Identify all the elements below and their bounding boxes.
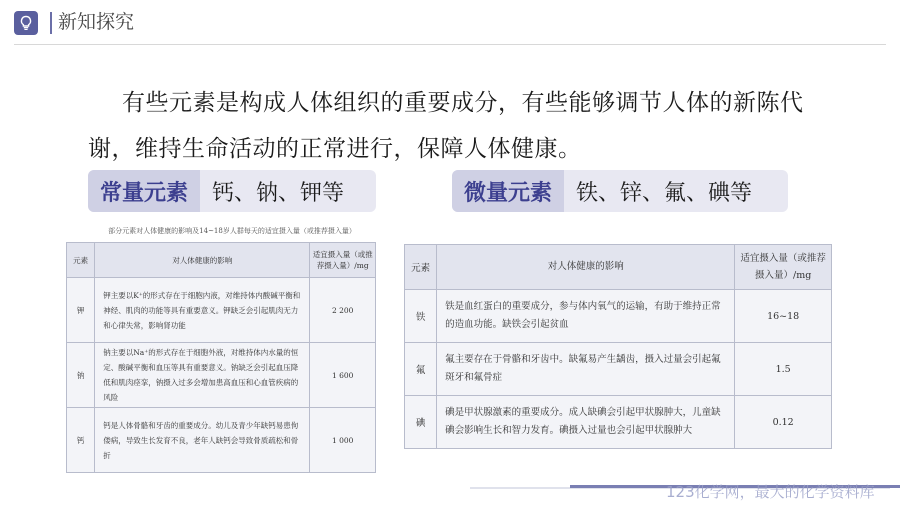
element-cell: 钙 <box>67 408 95 473</box>
table-header-row <box>67 243 376 278</box>
header-amount: 适宜摄入量（或推荐摄入量）/mg <box>735 245 832 290</box>
table-row <box>67 343 376 408</box>
table-header-row <box>405 245 832 290</box>
amount-cell: 2 200 <box>310 278 376 343</box>
effect-cell: 氟主要存在于骨骼和牙齿中。缺氟易产生龋齿，摄入过量会引起氟斑牙和氟骨症 <box>437 343 735 396</box>
effect-cell: 钠主要以Na⁺的形式存在于细胞外液，对维持体内水量的恒定、酸碱平衡和血压等具有重要意义。钠缺乏会引起血压降低和肌肉痉挛，钠摄入过多会增加患高血压和心血管疾病的风险 <box>95 343 310 408</box>
header-element: 元素 <box>405 245 437 290</box>
header-rule <box>14 44 886 45</box>
element-cell: 钠 <box>67 343 95 408</box>
effect-cell: 钾主要以K⁺的形式存在于细胞内液，对维持体内酸碱平衡和神经、肌肉的功能等具有重要意义。钾缺乏会引起肌肉无力和心律失常，影响肾功能 <box>95 278 310 343</box>
header-effect: 对人体健康的影响 <box>95 243 310 278</box>
page-title: 新知探究 <box>58 11 135 33</box>
header-bar <box>0 0 900 46</box>
element-cell: 钾 <box>67 278 95 343</box>
watermark-text: 123化学网，最大的化学资料库 <box>666 483 875 501</box>
element-cell: 碘 <box>405 396 437 449</box>
lightbulb-icon <box>14 11 38 35</box>
intro-paragraph: 有些元素是构成人体组织的重要成分，有些能够调节人体的新陈代谢，维持生命活动的正常进行，保障人体健康。 <box>88 90 804 162</box>
amount-cell: 1 000 <box>310 408 376 473</box>
amount-cell: 16~18 <box>735 290 832 343</box>
effect-cell: 碘是甲状腺激素的重要成分。成人缺碘会引起甲状腺肿大，儿童缺碘会影响生长和智力发育。碘摄入过量也会引起甲状腺肿大 <box>437 396 735 449</box>
macro-elements-box <box>88 170 376 212</box>
trace-elements-tag: 微量元素 <box>452 170 564 212</box>
amount-cell: 0.12 <box>735 396 832 449</box>
macro-elements-table <box>66 242 376 473</box>
table-caption: 部分元素对人体健康的影响及14~18岁人群每天的适宜摄入量（或推荐摄入量） <box>108 227 356 235</box>
macro-elements-list: 钙、钠、钾等 <box>212 180 345 206</box>
effect-cell: 钙是人体骨骼和牙齿的重要成分。幼儿及青少年缺钙易患佝偻病，导致生长发育不良，老年人缺钙会导致骨质疏松和骨折 <box>95 408 310 473</box>
table-row <box>405 343 832 396</box>
trace-elements-list: 铁、锌、氟、碘等 <box>576 180 753 206</box>
amount-cell: 1 600 <box>310 343 376 408</box>
table-row <box>405 396 832 449</box>
trace-elements-table <box>404 244 832 449</box>
table-row <box>405 290 832 343</box>
table-row <box>67 408 376 473</box>
table-row <box>67 278 376 343</box>
amount-cell: 1.5 <box>735 343 832 396</box>
trace-elements-box <box>452 170 788 212</box>
header-amount: 适宜摄入量（或推荐摄入量）/mg <box>310 243 376 278</box>
header-effect: 对人体健康的影响 <box>437 245 735 290</box>
macro-elements-tag: 常量元素 <box>88 170 200 212</box>
effect-cell: 铁是血红蛋白的重要成分，参与体内氧气的运输，有助于维持正常的造血功能。缺铁会引起贫血 <box>437 290 735 343</box>
header-divider <box>50 12 52 34</box>
element-cell: 铁 <box>405 290 437 343</box>
header-element: 元素 <box>67 243 95 278</box>
element-cell: 氟 <box>405 343 437 396</box>
